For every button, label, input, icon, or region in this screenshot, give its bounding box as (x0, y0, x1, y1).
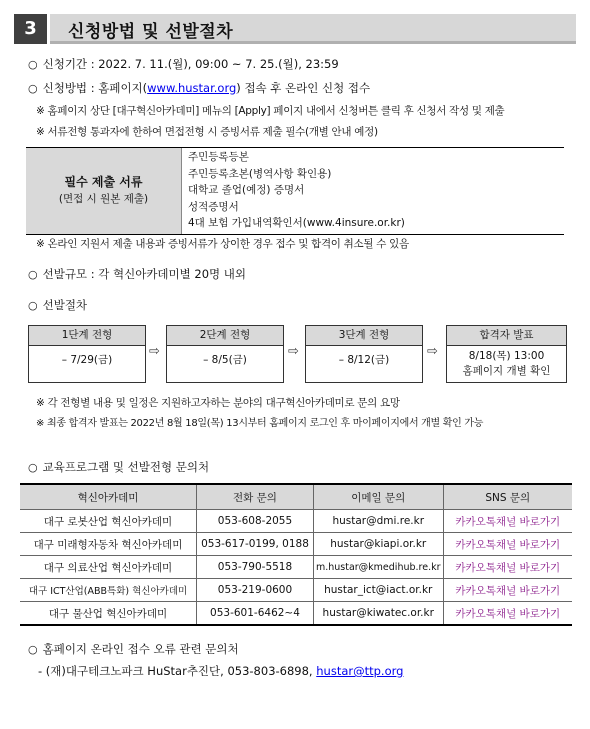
step-1-box (28, 325, 146, 383)
method-suffix: ) 접속 후 온라인 신청 접수 (236, 81, 371, 95)
document-item: 주민등록초본(병역사항 확인용) (188, 167, 332, 180)
phone: 053-219-0600 (197, 579, 314, 602)
step-title: 1단계 전형 (29, 326, 145, 346)
table-row (20, 533, 572, 556)
scale-text: 선발규모 : 각 혁신아카데미별 20명 내외 (42, 267, 247, 281)
table-row (20, 510, 572, 533)
kakao-channel-link[interactable]: 카카오톡채널 바로가기 (443, 556, 572, 579)
step-4-box (446, 325, 567, 383)
email: m.hustar@kmedihub.re.kr (313, 556, 443, 579)
document-item: 주민등록등본 (188, 151, 249, 163)
phone: 053-617-0199, 0188 (197, 533, 314, 556)
academy-name: 대구 미래형자동차 혁신아카데미 (20, 533, 197, 556)
note-final-result: ※ 최종 합격자 발표는 2022년 8월 18일(목) 13시부터 홈페이지 로그인 후 마이페이지에서 개별 확인 가능 (36, 418, 484, 429)
circle-bullet-icon: ○ (28, 58, 38, 71)
phone: 053-601-6462~4 (197, 602, 314, 626)
contact-line (28, 459, 209, 476)
kakao-channel-link[interactable]: 카카오톡채널 바로가기 (443, 510, 572, 533)
email: hustar@kiwatec.or.kr (313, 602, 443, 626)
circle-bullet-icon: ○ (28, 461, 38, 474)
step-date: – 8/5(금) (203, 354, 247, 366)
period-text: 신청기간 : 2022. 7. 11.(월), 09:00 ~ 7. 25.(월), 23:59 (42, 57, 339, 71)
table-row (20, 556, 572, 579)
academy-name: 대구 의료산업 혁신아카데미 (20, 556, 197, 579)
homepage-link[interactable]: www.hustar.org (147, 81, 237, 95)
step-title: 2단계 전형 (167, 326, 283, 346)
step-date: – 7/29(금) (61, 354, 113, 366)
section-number: 3 (14, 14, 47, 44)
document-item: 대학교 졸업(예정) 증명서 (188, 184, 305, 197)
note-schedule: ※ 각 전형별 내용 및 일정은 지원하고자하는 분야의 대구혁신아카데미로 문의 요망 (36, 397, 400, 409)
required-documents-title: 필수 제출 서류 (64, 175, 143, 189)
email: hustar@dmi.re.kr (313, 510, 443, 533)
step-title: 3단계 전형 (306, 326, 422, 346)
step-title: 합격자 발표 (447, 326, 566, 346)
footer-contact-text: - (재)대구테크노파크 HuStar추진단, 053-803-6898, (38, 664, 317, 678)
kakao-channel-link[interactable]: 카카오톡채널 바로가기 (443, 533, 572, 556)
circle-bullet-icon: ○ (28, 643, 38, 656)
right-arrow-icon: ⇨ (427, 344, 438, 359)
table-row (20, 602, 572, 626)
circle-bullet-icon: ○ (28, 299, 38, 312)
table-row (20, 579, 572, 602)
step-date: – 8/12(금) (338, 354, 390, 366)
email: hustar@kiapi.or.kr (313, 533, 443, 556)
required-documents-list (188, 149, 405, 232)
phone: 053-608-2055 (197, 510, 314, 533)
email: hustar_ict@iact.or.kr (313, 579, 443, 602)
circle-bullet-icon: ○ (28, 82, 38, 95)
column-header: 혁신아카데미 (20, 484, 197, 510)
section-header (14, 14, 576, 44)
academy-name: 대구 ICT산업(ABB특화) 혁신아카데미 (20, 579, 197, 602)
circle-bullet-icon: ○ (28, 268, 38, 281)
right-arrow-icon: ⇨ (149, 344, 160, 359)
right-arrow-icon: ⇨ (288, 344, 299, 359)
document-item: 성적증명서 (188, 200, 239, 213)
scale-line (28, 266, 246, 283)
error-contact-line (28, 641, 239, 658)
step-announcement (447, 346, 566, 379)
required-documents-box (26, 147, 564, 235)
procedure-line (28, 297, 87, 314)
contact-text: 교육프로그램 및 선발전형 문의처 (42, 460, 210, 474)
step-detail: 홈페이지 개별 확인 (462, 365, 551, 377)
required-documents-label (26, 148, 182, 234)
kakao-channel-link[interactable]: 카카오톡채널 바로가기 (443, 602, 572, 626)
academy-name: 대구 물산업 혁신아카데미 (20, 602, 197, 626)
column-header: 전화 문의 (197, 484, 314, 510)
method-prefix: 신청방법 : 홈페이지( (42, 81, 148, 95)
note-documents: ※ 서류전형 통과자에 한하여 면접전형 시 증빙서류 제출 필수(개별 안내 예정) (36, 126, 378, 138)
contact-table (20, 483, 572, 626)
period-line (28, 56, 339, 73)
phone: 053-790-5518 (197, 556, 314, 579)
academy-name: 대구 로봇산업 혁신아카데미 (20, 510, 197, 533)
section-title: 신청방법 및 선발절차 (68, 22, 234, 42)
step-date: 8/18(목) 13:00 (468, 350, 545, 362)
kakao-channel-link[interactable]: 카카오톡채널 바로가기 (443, 579, 572, 602)
method-line (28, 80, 370, 97)
footer-email-link[interactable]: hustar@ttp.org (316, 664, 404, 678)
note-cancellation: ※ 온라인 지원서 제출 내용과 증빙서류가 상이한 경우 접수 및 합격이 취소될 수 있음 (36, 238, 409, 250)
error-contact-text: 홈페이지 온라인 접수 오류 관련 문의처 (42, 642, 239, 656)
column-header: 이메일 문의 (313, 484, 443, 510)
column-header: SNS 문의 (443, 484, 572, 510)
note-apply: ※ 홈페이지 상단 [대구혁신아카데미] 메뉴의 [Apply] 페이지 내에서 신청버튼 클릭 후 신청서 작성 및 제출 (36, 105, 505, 117)
table-header-row (20, 484, 572, 510)
procedure-text: 선발절차 (42, 298, 88, 312)
required-documents-subtitle: (면접 시 원본 제출) (58, 193, 149, 205)
footer-contact (38, 663, 403, 679)
document-item: 4대 보험 가입내역확인서(www.4insure.or.kr) (188, 217, 405, 230)
step-2-box (166, 325, 284, 383)
step-3-box (305, 325, 423, 383)
